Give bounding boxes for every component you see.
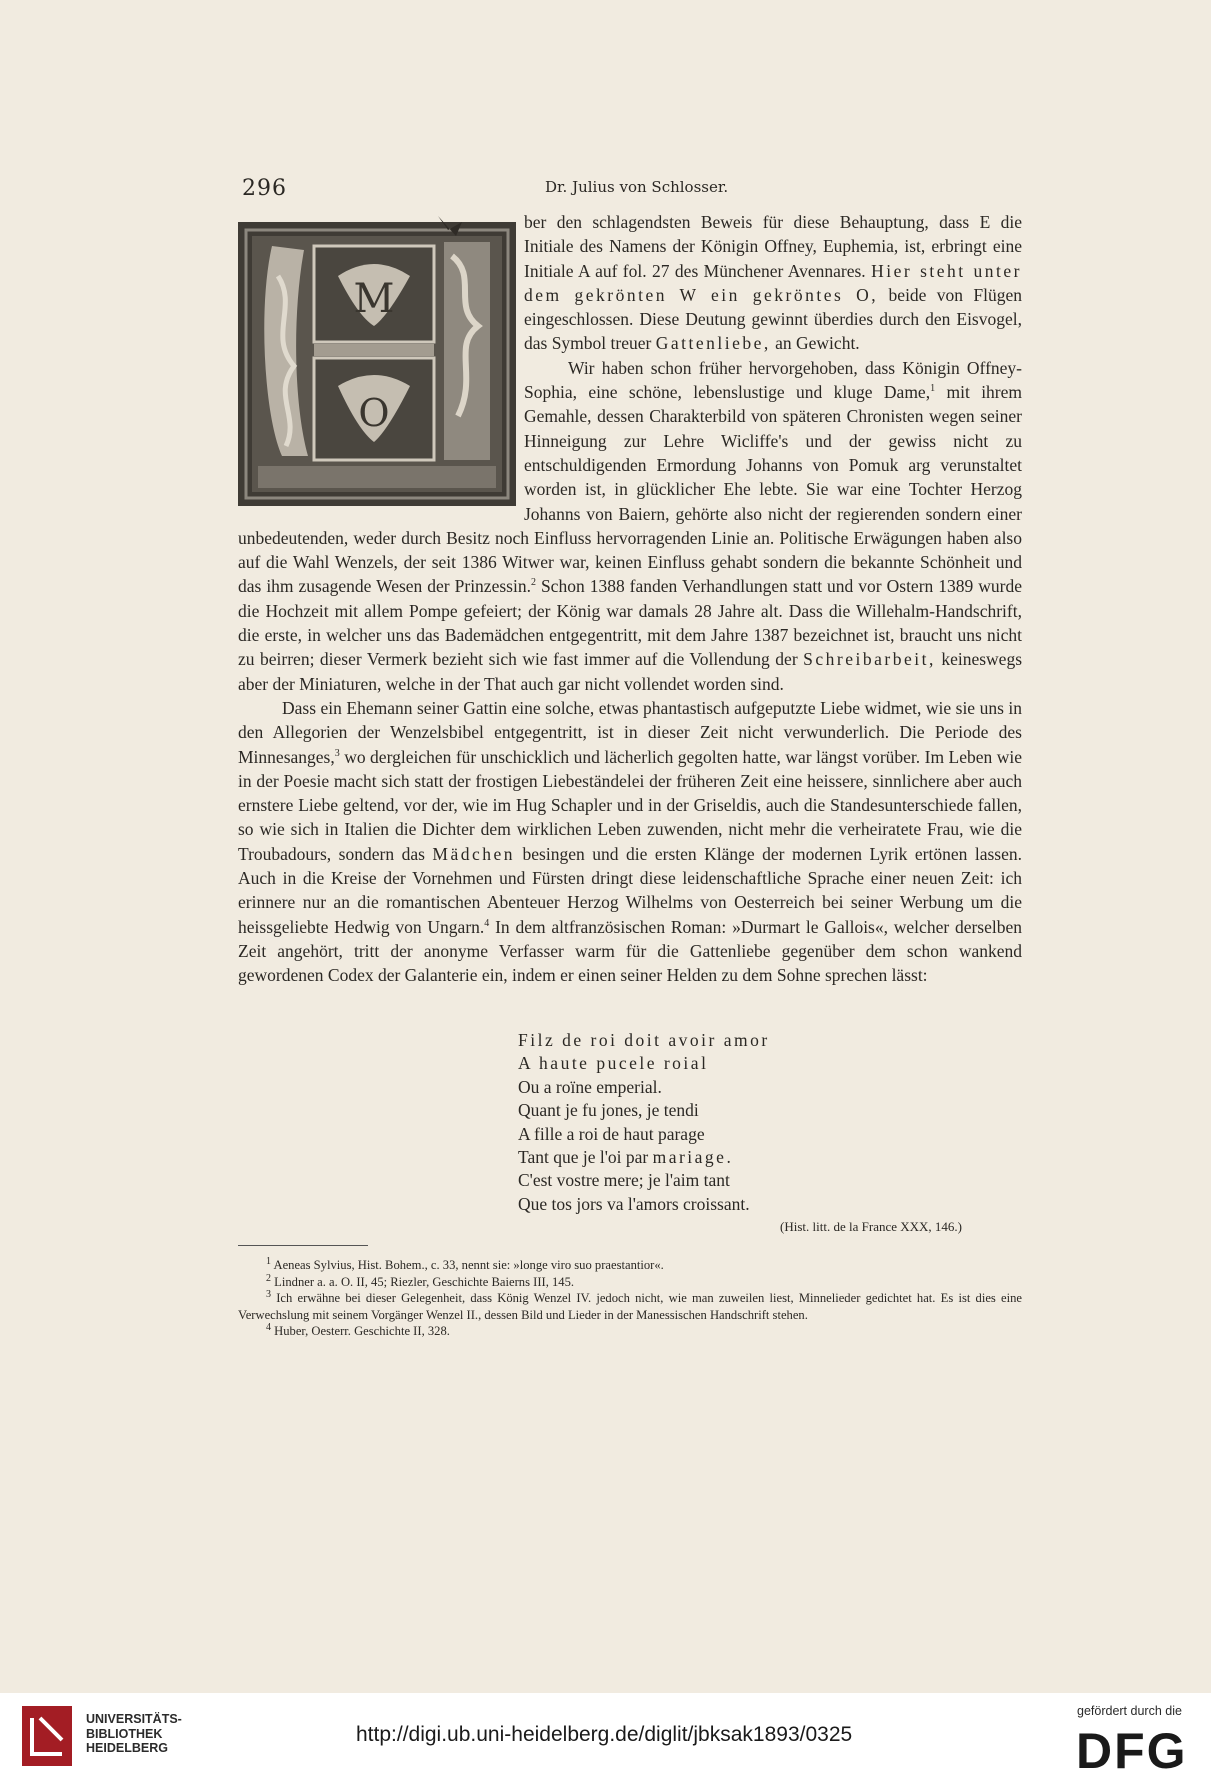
ub-heidelberg-logo-icon[interactable]	[22, 1706, 72, 1766]
footnotes	[238, 1257, 1022, 1340]
permalink-url[interactable]: http://digi.ub.uni-heidelberg.de/diglit/jbksak1893/0325	[356, 1723, 853, 1746]
paragraph: ber den schlagendsten Beweis für diese Behauptung, dass E die Initiale des Namens der Königin Offney, Euphemia, ist, erbringt eine Initiale A auf fol. 27 des Münchener Avennares. Hier steht unter dem gekrönten W ein gekröntes O, beide von Flügen eingeschlossen. Diese Deutung gewinnt überdies durch den Eisvogel, das Symbol treuer Gattenliebe, an Gewicht.	[524, 212, 1023, 354]
poem-line: Filz de roi doit avoir amor	[518, 1030, 770, 1050]
running-title: Dr. Julius von Schlosser.	[545, 178, 729, 196]
poem-source: (Hist. litt. de la France XXX, 146.)	[780, 1219, 962, 1235]
svg-text:O: O	[358, 391, 390, 435]
paragraph: Dass ein Ehemann seiner Gattin eine solche, etwas phantastisch aufgeputzte Liebe widmet, wie sie uns in den Allegorien der Wenzelsbibel entgegentritt, ist in dieser Zeit nicht verwunderlich. Die Periode des Minnesanges,$^3$ wo dergleichen für unschicklich und lächerlich gegolten hatte, war längst vorüber. Im Leben wie in der Poesie macht sich statt der frostigen Liebeständelei der früheren Zeit eine heissere, sinnlichere aber auch ernstere Liebe geltend, vor der, wie im Hug Schapler und in der Griseldis, auch die Standesunterschiede fallen, so wie sich in Italien die Dichter dem wirklichen Leben zuwenden, nicht mehr die verheiratete Frau, wie die Troubadours, sondern das Mädchen besingen und die ersten Klänge der modernen Lyrik ertönen lassen. Auch in die Kreise der Vornehmen und Fürsten dringt diese leidenschaftliche Sprache einer neuen Zeit: ich erinnere nur an die romantischen Abenteuer Herzog Wilhelms von Oesterreich bei seiner Werbung um die heissgeliebte Hedwig von Ungarn.$^4$ In dem altfranzösischen Roman: »Durmart le Gallois«, welcher derselben Zeit angehört, tritt der anonyme Verfasser warm für die Gattenliebe gegenüber dem schon wankend gewordenen Codex der Galanterie ein, indem er einen seiner Helden zu dem Sohne sprechen lässt:	[238, 697, 1023, 986]
funding-caption: gefördert durch die	[1077, 1704, 1182, 1718]
footnote: $^3$ Ich erwähne bei dieser Gelegenheit, dass König Wenzel IV. jedoch nicht, wie man zuweilen liest, Minnelieder gedichtet hat. Es ist dies eine Verwechslung mit seinem Vorgänger Wenzel II., dessen Bild und Lieder in der Manessischen Handschrift stehen.	[238, 1289, 1022, 1322]
dfg-logo[interactable]: DFG	[1076, 1723, 1188, 1779]
footnote: $^1$ Aeneas Sylvius, Hist. Bohem., c. 33, nennt sie: »longe viro suo praestantior«.	[266, 1255, 664, 1272]
poem-line: Quant je fu jones, je tendi	[518, 1100, 699, 1121]
paragraph: Wir haben schon früher hervorgehoben, dass Königin Offney-Sophia, eine schöne, lebenslustige und kluge Dame,$^1$ mit ihrem Gemahle, dessen Charakterbild von späteren Chronisten wegen seiner Hinneigung zur Lehre Wicliffe's und der gewiss nicht zu entschuldigenden Ermordung Johanns von Pomuk arg verunstaltet worden ist, in glücklicher Ehe lebte. Sie war eine Tochter Herzog Johanns von Baiern, gehörte also nicht der regierenden sondern einer unbedeutenden, weder durch Besitz noch Einfluss hervorragenden Linie an. Politische Erwägungen haben also auf die Wahl Wenzels, der seit 1386 Witwer war, keinen Einfluss gehabt sondern die bekannte Schönheit und das ihm zusagende Wesen der Prinzessin.$^2$ Schon 1388 fanden Verhandlungen statt und vor Ostern 1389 wurde die Hochzeit mit allem Pompe gefeiert; der König war damals 28 Jahre alt. Dass die Willehalm-Handschrift, die erste, in welcher uns das Bademädchen entgegentritt, mit dem Jahre 1387 bezeichnet ist, braucht uns nicht zu beirren; dieser Vermerk bezieht sich wie fast immer auf die Vollendung der Schreibarbeit, keineswegs aber der Miniaturen, welche in der That auch gar nicht vollendet worden sind.	[238, 357, 1023, 694]
page-number: 296	[242, 176, 287, 201]
poem-line: Que tos jors va l'amors croissant.	[518, 1193, 750, 1214]
footnote: $^2$ Lindner a. a. O. II, 45; Riezler, Geschichte Baierns III, 145.	[266, 1272, 575, 1289]
poem-line: A haute pucele roial	[518, 1053, 709, 1074]
svg-text:M: M	[353, 276, 395, 322]
poem-line: Ou a roïne emperial.	[518, 1076, 662, 1097]
poem-line: C'est vostre mere; je l'aim tant	[518, 1170, 730, 1191]
library-name: UNIVERSITÄTS- BIBLIOTHEK HEIDELBERG	[86, 1712, 182, 1755]
footnote: $^4$ Huber, Oesterr. Geschichte II, 328.	[266, 1322, 450, 1339]
poem-quote	[518, 1029, 978, 1236]
poem-line: A fille a roi de haut parage	[518, 1123, 705, 1144]
footnote-divider	[238, 1245, 368, 1246]
poem-line: Tant que je l'oi par mariage.	[518, 1147, 734, 1168]
body-text	[238, 210, 1022, 988]
